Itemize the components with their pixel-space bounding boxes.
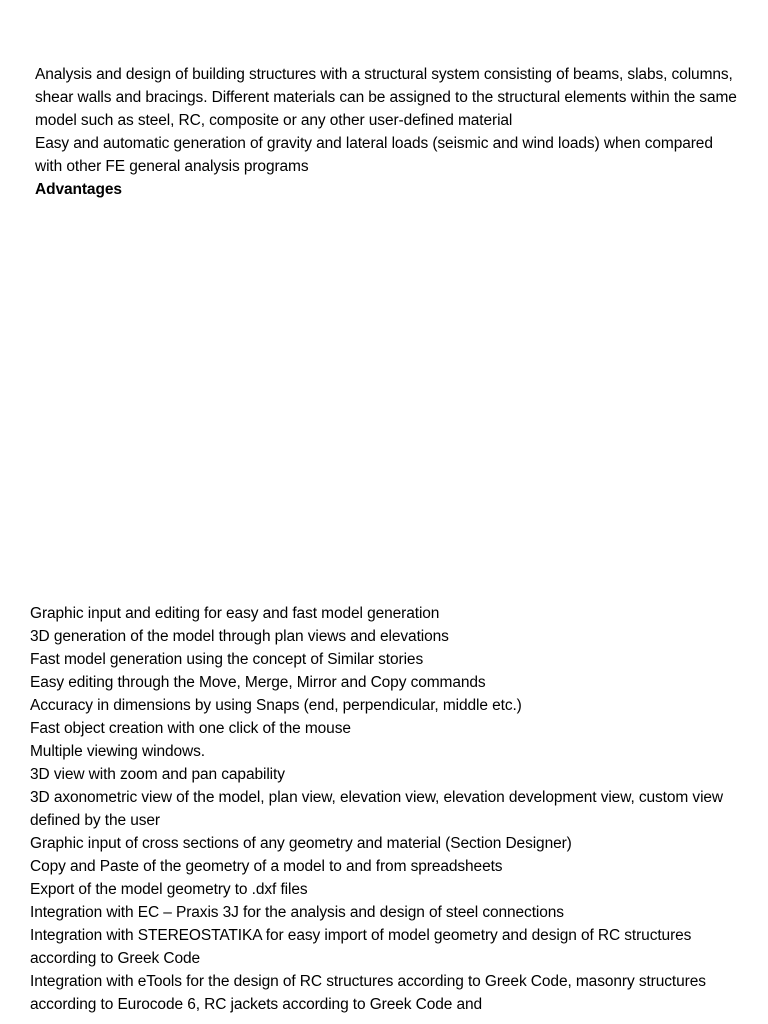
advantage-item: Multiple viewing windows. [30,743,205,760]
advantages-heading: Advantages [35,181,122,198]
advantage-item: Integration with EC – Praxis 3J for the analysis and design of steel connections [30,904,564,921]
advantage-item: Integration with STEREOSTATIKA for easy import of model geometry and design of RC structures according to Greek Code [30,927,692,967]
advantage-item: Graphic input and editing for easy and fast model generation [30,605,440,622]
advantages-list [30,602,745,1016]
advantage-item: Accuracy in dimensions by using Snaps (end, perpendicular, middle etc.) [30,697,522,714]
intro-paragraph: Analysis and design of building structures with a structural system consisting of beams, slabs, columns, shear walls and bracings. Different materials can be assigned to the structural elements within the same model such as steel, RC, composite or any other user-defined material [35,66,737,129]
advantage-item: 3D generation of the model through plan views and elevations [30,628,449,645]
advantage-item: Copy and Paste of the geometry of a model to and from spreadsheets [30,858,503,875]
advantage-item: Fast object creation with one click of the mouse [30,720,351,737]
advantage-item: Integration with eTools for the design of RC structures according to Greek Code, masonry structures according to Eurocode 6, RC jackets according to Greek Code and [30,973,706,1013]
advantage-item: 3D view with zoom and pan capability [30,766,285,783]
intro-section [35,63,740,201]
intro-paragraph: Easy and automatic generation of gravity and lateral loads (seismic and wind loads) when compared with other FE general analysis programs [35,135,713,175]
advantage-item: Export of the model geometry to .dxf files [30,881,308,898]
advantage-item: Graphic input of cross sections of any geometry and material (Section Designer) [30,835,572,852]
advantage-item: Fast model generation using the concept of Similar stories [30,651,424,668]
advantage-item: Easy editing through the Move, Merge, Mirror and Copy commands [30,674,486,691]
advantage-item: 3D axonometric view of the model, plan view, elevation view, elevation development view, custom view defined by the user [30,789,724,829]
